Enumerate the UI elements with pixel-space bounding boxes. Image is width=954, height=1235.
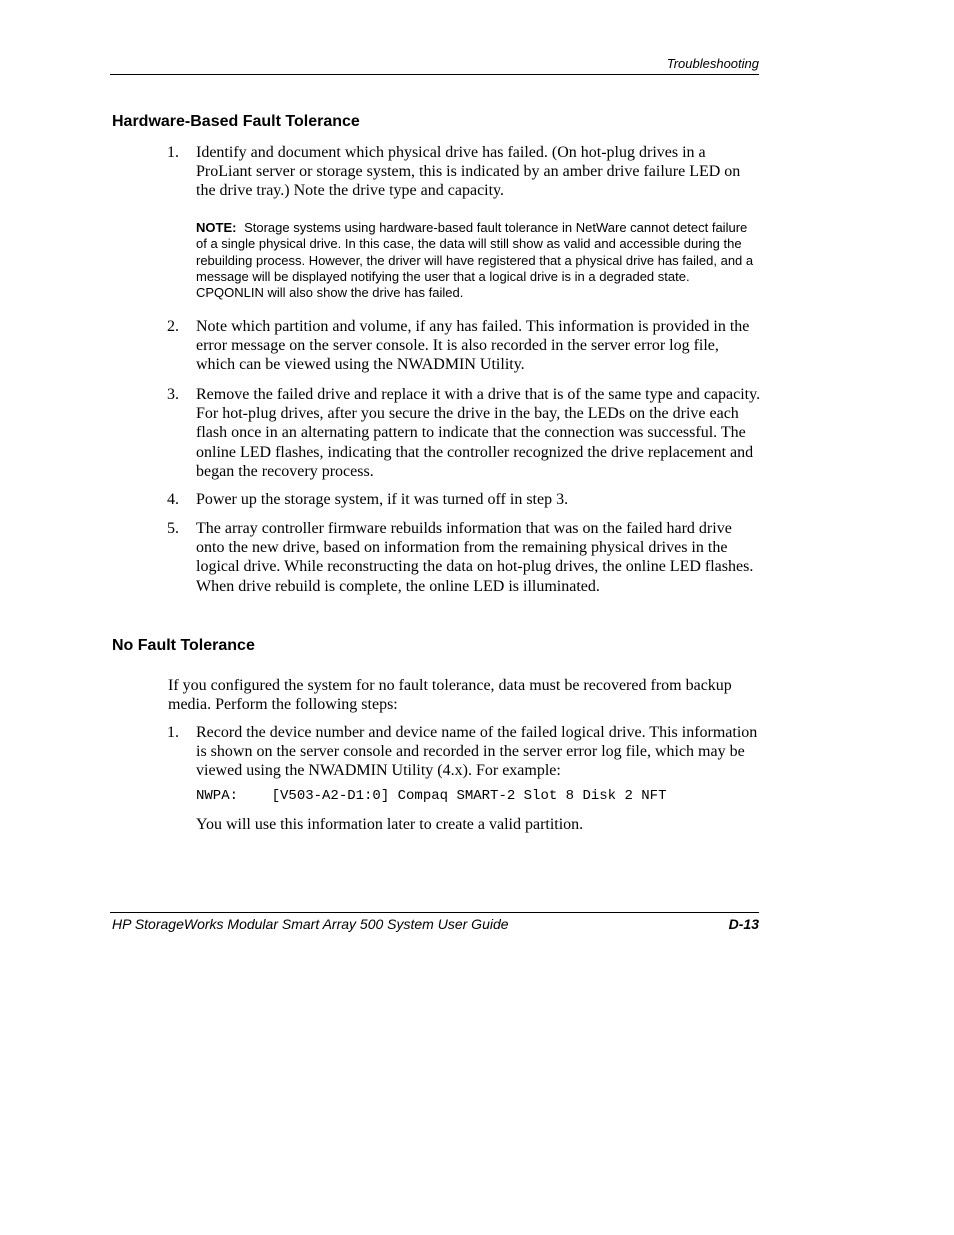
note-block bbox=[196, 220, 756, 301]
list-item-number: 4. bbox=[167, 491, 179, 508]
list-item-number: 5. bbox=[167, 520, 179, 537]
list-item-text: Identify and document which physical drive has failed. (On hot-plug drives in a ProLiant server or storage system, this is indicated by an amber drive failure LED on the drive tray.) Note the drive type and capacity. bbox=[196, 144, 741, 200]
list-item-number: 3. bbox=[167, 386, 179, 403]
header-section-title: Troubleshooting bbox=[666, 56, 759, 71]
after-code-paragraph: You will use this information later to create a valid partition. bbox=[196, 816, 584, 833]
list-item-text: The array controller firmware rebuilds information that was on the failed hard drive onto the new drive, based on information from the remaining physical drives in the logical drive. While reconstructing the data on hot-plug drives, the online LED flashes. When drive rebuild is complete, the online LED is illuminated. bbox=[196, 520, 754, 595]
note-label: NOTE: bbox=[196, 220, 237, 235]
section-heading-no-fault-tolerance: No Fault Tolerance bbox=[112, 637, 255, 654]
footer-page-number: D-13 bbox=[728, 916, 759, 932]
list-item-number: 2. bbox=[167, 318, 179, 335]
list-item-number: 1. bbox=[167, 144, 179, 161]
footer-guide-title: HP StorageWorks Modular Smart Array 500 System User Guide bbox=[112, 916, 509, 932]
list-item-text: Remove the failed drive and replace it with a drive that is of the same type and capacity. For hot-plug drives, after you secure the drive in the bay, the LEDs on the drive each flash once in an alternating pattern to indicate that the connection was successful. The online LED flashes, indicating that the controller recognized the drive replacement and began the recovery process. bbox=[196, 386, 761, 480]
code-example: NWPA: [V503-A2-D1:0] Compaq SMART-2 Slot 8 Disk 2 NFT bbox=[196, 788, 667, 804]
page-footer bbox=[110, 912, 759, 932]
list-item-text: Power up the storage system, if it was turned off in step 3. bbox=[196, 491, 569, 508]
note-text: Storage systems using hardware-based fault tolerance in NetWare cannot detect failure of a single physical drive. In this case, the data will still show as valid and accessible during the rebuilding process. However, the driver will have registered that a physical drive has failed, and a message will be displayed notifying the user that a logical drive is in a degraded state. CPQONLIN will also show the drive has failed. bbox=[196, 220, 754, 301]
list-item-number: 1. bbox=[167, 724, 179, 741]
intro-paragraph: If you configured the system for no fault tolerance, data must be recovered from backup media. Perform the following steps: bbox=[168, 677, 732, 713]
page-header bbox=[110, 54, 759, 75]
list-item-text: Record the device number and device name of the failed logical drive. This information is shown on the server console and recorded in the server error log file, which may be viewed using the NWADMIN Utility (4.x). For example: bbox=[196, 724, 758, 780]
list-item-text: Note which partition and volume, if any has failed. This information is provided in the error message on the server console. It is also recorded in the server error log file, which can be viewed using the NWADMIN Utility. bbox=[196, 318, 750, 374]
section-heading-hardware-fault-tolerance: Hardware-Based Fault Tolerance bbox=[112, 113, 360, 130]
